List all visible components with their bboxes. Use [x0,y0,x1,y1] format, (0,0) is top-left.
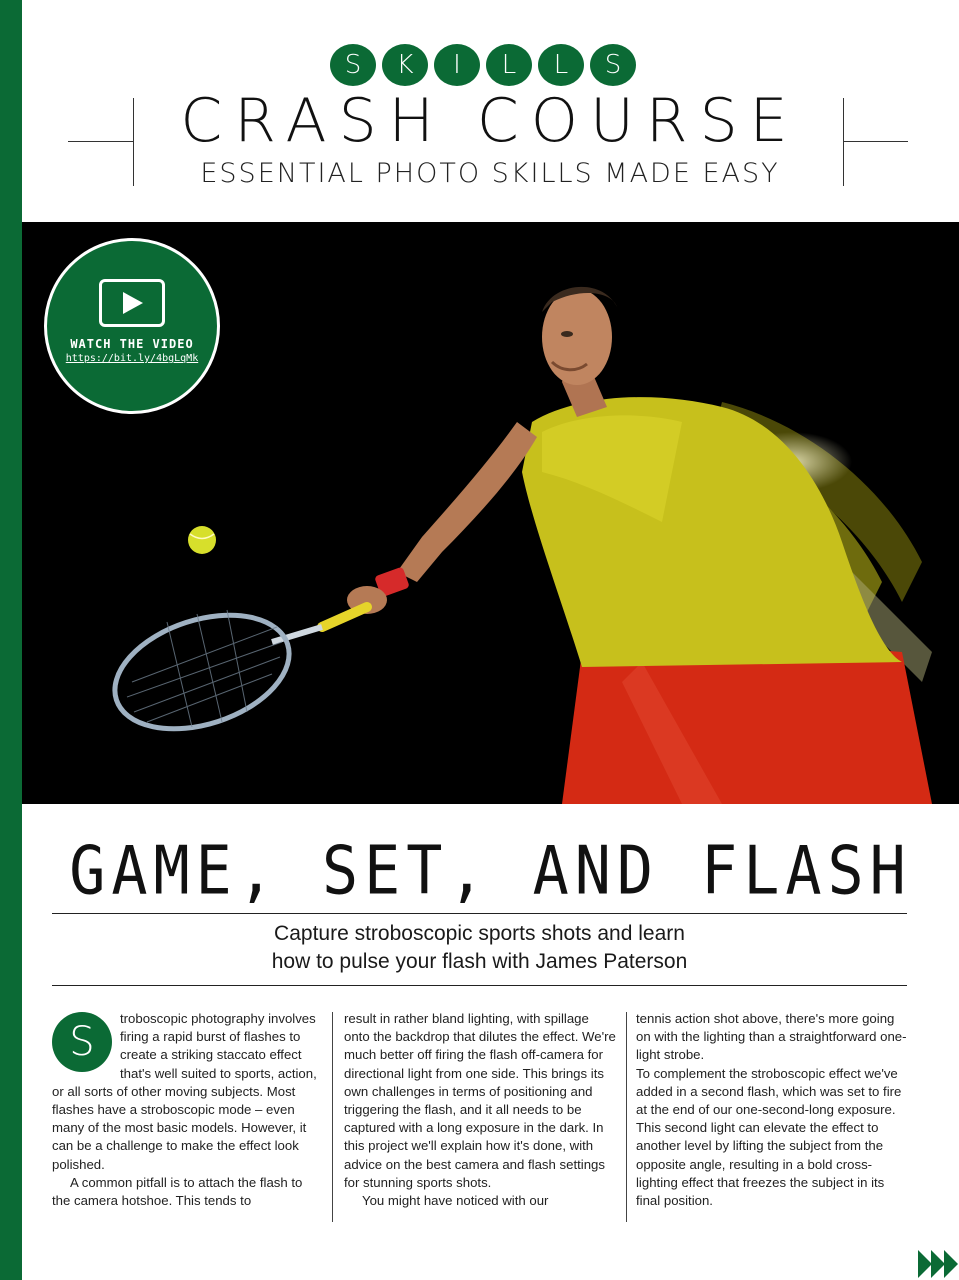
paragraph: tennis action shot above, there's more going on with the lighting than a straightforward one-light strobe. [636,1011,907,1063]
header-rule-right [843,141,908,142]
paragraph: troboscopic photography involves firing a rapid burst of flashes to create a striking staccato effect that's well suited to sports, action, or all sorts of other moving subjects. Most flashes have a stroboscopic mode – even many of the most basic models. However, it can be a challenge to make the effect look polished. [52,1011,317,1172]
paragraph: To complement the stroboscopic effect we've added in a second flash, which was set to fire at the end of our one-second-long exposure. This second light can elevate the effect to another level by lifting the subject from the opposite angle, resulting in a bold cross-lighting effect that freezes the subject in its final position. [636,1065,902,1209]
skills-badge [330,44,636,86]
deck-rule-bottom [52,985,907,986]
skills-letter: S [330,44,376,86]
skills-letter: L [538,44,584,86]
skills-letter: I [434,44,480,86]
deck-line: how to pulse your flash with James Paterson [271,950,688,973]
column-divider [626,1012,627,1222]
skills-letter: L [486,44,532,86]
next-page-arrows-icon[interactable] [918,1250,957,1278]
watch-video-badge[interactable] [44,238,220,414]
article-headline: GAME, SET, AND FLASH [69,831,912,911]
header-bracket-right [843,98,844,186]
paragraph: You might have noticed with our [362,1193,549,1209]
skills-letter: K [382,44,428,86]
header-rule-left [68,141,134,142]
body-column-2 [344,1010,617,1210]
section-subtitle: ESSENTIAL PHOTO SKILLS MADE EASY [200,158,780,189]
body-column-1 [52,1010,320,1210]
video-link[interactable]: https://bit.ly/4bgLqMk [65,353,199,364]
watch-video-label: WATCH THE VIDEO [70,337,194,351]
deck-line: Capture stroboscopic sports shots and learn [274,922,685,945]
drop-cap: S [52,1012,112,1072]
header-bracket-left [133,98,134,186]
paragraph: A common pitfall is to attach the flash to the camera hotshoe. This tends to [52,1174,303,1209]
skills-letter: S [590,44,636,86]
article-deck [52,920,907,976]
paragraph: result in rather bland lighting, with spillage onto the backdrop that dilutes the effect. We're much better off firing the flash off-camera for directional light from one side. This brings its own challenges in terms of positioning and triggering the flash, and it all needs to be captured with a long exposure in the dark. In this project we'll explain how it's done, with advice on the best camera and flash settings for stunning sports shots. [344,1011,616,1190]
play-icon [99,279,165,327]
column-divider [332,1012,333,1222]
body-column-3 [636,1010,908,1210]
deck-rule-top [52,913,907,914]
left-accent-bar [0,0,22,1280]
section-title: CRASH COURSE [180,86,800,156]
